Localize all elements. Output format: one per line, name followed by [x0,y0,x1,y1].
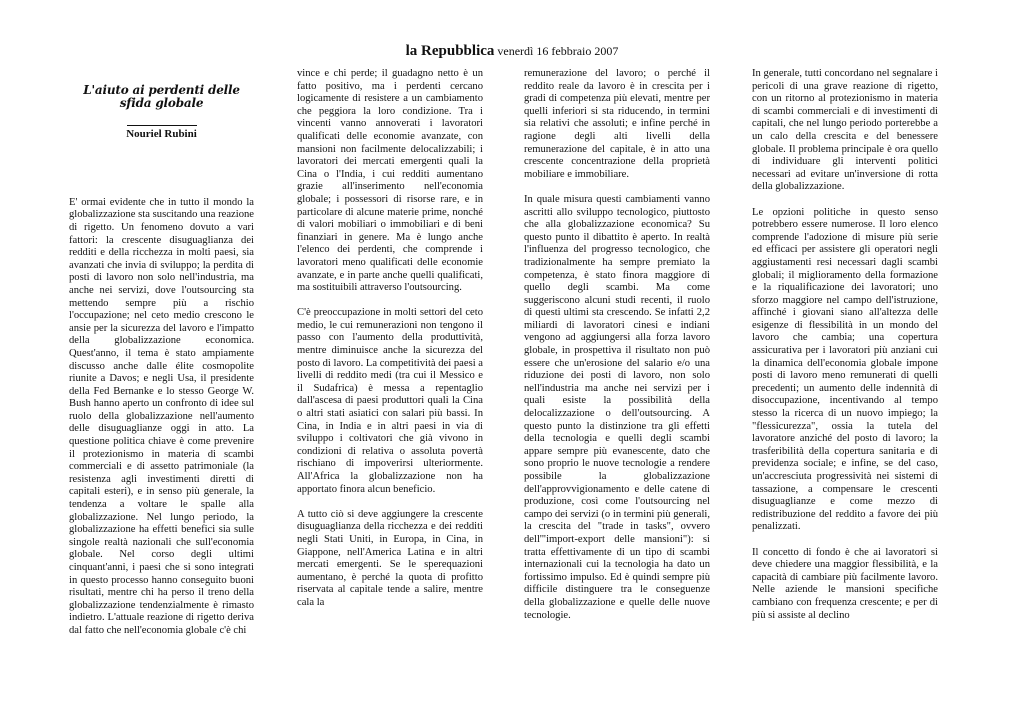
publication-date: venerdì 16 febbraio 2007 [497,44,619,58]
paragraph: C'è preoccupazione in molti settori del ceto medio, le cui remunerazioni non tengono il passo con l'aumento della produttività, mentre diminuisce anche la sicurezza del posto di lavoro. La competitività dei paesi a livelli di reddito medi (tra cui il Messico e il Sudafrica) è messa a repentaglio dall'ascesa di paesi produttori quali la Cina o altri stati asiatici con salari più bassi. In Cina, in India e in altri paesi in via di sviluppo i coltivatori che già vivono in condizioni di relativa o assoluta povertà rischiano di impoverirsi ulteriormente. All'Africa la globalizzazione non ha apportato finora alcun beneficio. [297,307,483,495]
article-column-2 [297,68,483,622]
paragraph: vince e chi perde; il guadagno netto è un fatto positivo, ma i perdenti cercano logicamente di resistere a un cambiamento che peggiora la loro condizione. Tra i vincenti vanno annoverati i lavoratori qualificati delle economie avanzate, con mansioni non facilmente delocalizzabili; i lavoratori dei mercati emergenti quali la Cina o l'India, i cui redditi aumentano grazie all'inserimento nell'economia globale; i possessori di risorse rare, e in particolare di alcune materie prime, nonché di valori mobiliari o immobiliari e di beni finanziari in genere. Ma è lungo anche l'elenco dei perdenti, che comprende i lavoratori meno qualificati delle economie avanzate, e in parte anche quelli qualificati, ma sostituibili attraverso l'outsourcing. [297,68,483,294]
paragraph: In generale, tutti concordano nel segnalare i pericoli di una grave reazione di rigetto, con un ritorno al protezionismo in materia di scambi commerciali e di investimenti di capitali, che nel lungo periodo porterebbe a un calo della crescita e del benessere globale. Il problema principale è ora quello di individuare gli interventi politici necessari ad evitare un'inversione di rotta della globalizzazione. [752,68,938,193]
newspaper-name: la Repubblica [405,43,495,59]
paragraph: E' ormai evidente che in tutto il mondo la globalizzazione sta suscitando una reazione di rigetto. Un fenomeno dovuto a vari fattori: la crescente disuguaglianza dei redditi e della ricchezza in molti paesi, sia avanzati che invia di sviluppo; la perdita di posti di lavoro non solo nell'industria, ma anche nei servizi, dove l'outsourcing sta mettendo sempre più a rischio l'occupazione; nel ceto medio crescono le ansie per la sicurezza del lavoro e l'impatto della globalizzazione economica. Quest'anno, il tema è stato ampiamente discusso anche dalle élite cosmopolite riunite a Davos; e negli Usa, il presidente della Fed Bernanke e lo stesso George W. Bush hanno aperto un confronto di idee sul ruolo della globalizzazione nell'aumento delle disuguaglianze oggi in atto. La questione politica chiave è come prevenire il protezionismo in materia di scambi commerciali e di assetto patrimoniale (la resistenza agli investimenti diretti di capitali esteri), e in senso più generale, la tendenza a voltare le spalle alla globalizzazione. Nel lungo periodo, la globalizzazione ha effetti benefici sia sulle singole realtà nazionali che sull'economia globale. Nel corso degli ultimi cinquant'anni, i paesi che si sono integrati in questo processo hanno conseguito buoni risultati, mentre chi ha perso il treno della globalizzazione tendenzialmente è rimasto indietro. L'attuale reazione di rigetto deriva dal fatto che nell'economia globale c'è chi [69,196,254,636]
paragraph: Le opzioni politiche in questo senso potrebbero essere numerose. Il loro elenco comprende l'adozione di misure più serie ed efficaci per assistere gli operatori negli aggiustamenti resi necessari dagli scambi globali; il miglioramento della formazione e la riqualificazione dei lavoratori; uno sforzo maggiore nel campo dell'istruzione, affinché i giovani siano all'altezza delle esigenze di flessibilità in un mondo del lavoro che cambia; una copertura assicurativa per i lavoratori più anziani cui la dinamica dell'economia globale impone posti di lavoro meno remunerati di quelli precedenti; un aumento delle indennità di disoccupazione, incentivando al tempo stesso la ricerca di un nuovo impiego; la "flessicurezza", ossia la tutela del lavoratore anziché del posto di lavoro; la trasferibilità della copertura sanitaria e di previdenza sociale; e infine, se del caso, un'accresciuta progressività nei sistemi di tassazione, a compensare le crescenti disuguaglianze e come mezzo di redistribuzione del reddito a favore dei più penalizzati. [752,206,938,533]
article-column-1 [69,84,254,650]
article-title: L'aiuto ai perdenti delle sfida globale [83,83,240,110]
title-divider [127,125,197,126]
article-column-4 [752,68,938,635]
paragraph: In quale misura questi cambiamenti vanno ascritti allo sviluppo tecnologico, piuttosto che alla globalizzazione economica? Su questo punto il dibattito è aperto. In realtà l'influenza del progresso tecnologico, che tradizionalmente ha sempre premiato la competenza, è stato finora maggiore di quello degli scambi. Ma come suggeriscono alcuni studi recenti, il ruolo di questi ultimi sta crescendo. Se infatti 2,2 miliardi di lavoratori cinesi e indiani vengono ad aggiungersi alla forza lavoro globale, in prospettiva il risultato non può essere che un'erosione del salario e/o una riduzione dei posti di lavoro, non solo nell'industria ma anche nei servizi per i quali esiste la possibilità della delocalizzazione o dell'outsourcing. A questo punto la distinzione tra gli effetti della tecnologia e quelli degli scambi appare sempre più evanescente, dato che sono proprio le nuove tecnologie a rendere possibile la globalizzazione dell'approvvigionamento e delle catene di produzione, così come l'outsourcing nel campo dei servizi (o in termini più generali, la crescita del "trade in tasks", ovvero dell'"import-export delle mansioni"): si tratta effettivamente di un tipo di scambi internazionali cui la tecnologia ha dato un fortissimo impulso. Ed è quindi sempre più difficile distinguere tra le conseguenze della globalizzazione e quelle delle nuove tecnologie. [524,193,710,621]
page-header [0,42,1024,60]
paragraph: A tutto ciò si deve aggiungere la crescente disuguaglianza della ricchezza e dei redditi negli Stati Uniti, in Europa, in Cina, in Giappone, nell'America Latina e in altri mercati emergenti. Se le sperequazioni aumentano, è perché la quota di profitto riservata al capitale tende a salire, mentre cala la [297,508,483,608]
paragraph: remunerazione del lavoro; o perché il reddito reale da lavoro è in crescita per i gradi di competenza più elevati, mentre per quelli inferiori si sta riducendo, in termini sia relativi che assoluti; e infine perché in ragione degli alti livelli della remunerazione del capitale, è in atto una crescente concentrazione della proprietà mobiliare e immobiliare. [524,68,710,180]
article-author: Nouriel Rubini [126,128,197,141]
paragraph: Il concetto di fondo è che ai lavoratori si deve chiedere una maggior flessibilità, e la capacità di cambiare più facilmente lavoro. Nelle aziende le mansioni specifiche cambiano con frequenza crescente; e per di più si assiste al declino [752,546,938,621]
article-column-3 [524,68,710,635]
